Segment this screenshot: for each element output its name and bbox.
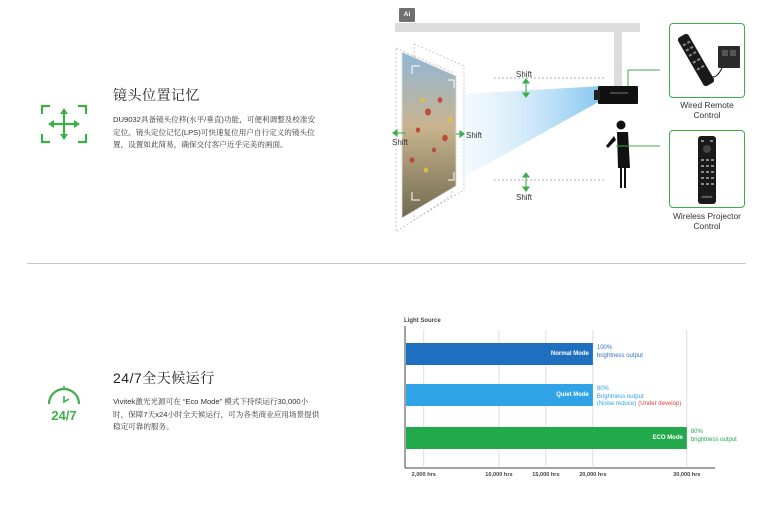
ai-badge: Ai: [399, 8, 415, 22]
section-description-2: Vivitek激光光源可在 “Eco Mode” 模式下持续运行30,000小时，保障7天x24小时全天候运行，可为各类商业应用场景提供稳定可靠的服务。: [113, 397, 320, 432]
chart-bar: [406, 427, 687, 449]
annotation-line: Brightness output: [596, 393, 644, 400]
annotation-line: brightness output: [596, 352, 643, 359]
section-divider: [27, 263, 746, 264]
clock-24-7-icon: [40, 378, 88, 424]
chart-bar-label: ECO Mode: [652, 435, 683, 441]
annotation-line: [597, 401, 681, 409]
shift-label-right: Shift: [466, 131, 483, 140]
annotation-line: 80%: [596, 386, 609, 392]
shift-label-bottom: Shift: [516, 193, 533, 202]
section-title: 镜头位置记忆: [113, 87, 200, 103]
chart-x-tick-label: 10,000 hrs: [485, 472, 513, 478]
wired-remote-panel: [669, 23, 745, 98]
wireless-remote-panel: [669, 130, 745, 208]
wired-remote-icon: [676, 30, 742, 90]
wireless-remote-label: Wireless Projector Control: [673, 211, 741, 231]
chart-x-tick-label: 20,000 hrs: [579, 472, 607, 478]
annotation-noise: (Noise reduce): [596, 401, 637, 407]
chart-x-tick-label: 30,000 hrs: [673, 472, 701, 478]
wireless-remote-icon: [696, 135, 718, 205]
section-description: DU9032具备镜头位移(水平/垂直)功能，可便利调整及校准安定位。镜头定位记忆(LPS)可快速复位用户自行定义的镜头位置，设置如此简易，确保交付客户近乎完美的画面。: [113, 115, 316, 150]
remote-brand: vivitek: [701, 194, 713, 199]
projection-illustration: [390, 20, 660, 240]
annotation-line: 100%: [596, 345, 613, 351]
chart-bar-annotation: [691, 429, 737, 444]
annotation-under-develop: (Under develop): [638, 401, 682, 407]
chart-bar-label: Normal Mode: [550, 351, 589, 357]
wired-remote-label: Wired Remote Control: [680, 100, 734, 120]
annotation-line: 80%: [690, 429, 703, 435]
shift-label-top: Shift: [516, 70, 533, 79]
chart-bar-label: Quiet Mode: [556, 392, 589, 398]
chart-bar-annotation: [597, 386, 681, 409]
clock-icon-text: 24/7: [51, 408, 77, 423]
section-title-2: 24/7全天候运行: [113, 370, 215, 386]
chart-bar-annotation: [597, 345, 643, 360]
move-arrows-icon: [40, 104, 88, 144]
shift-label-left: Shift: [392, 138, 409, 147]
chart-x-tick-label: 2,000 hrs: [411, 472, 436, 478]
chart-x-tick-label: 15,000 hrs: [532, 472, 560, 478]
chart-y-title: Light Source: [404, 318, 441, 324]
annotation-line: brightness output: [690, 436, 737, 443]
